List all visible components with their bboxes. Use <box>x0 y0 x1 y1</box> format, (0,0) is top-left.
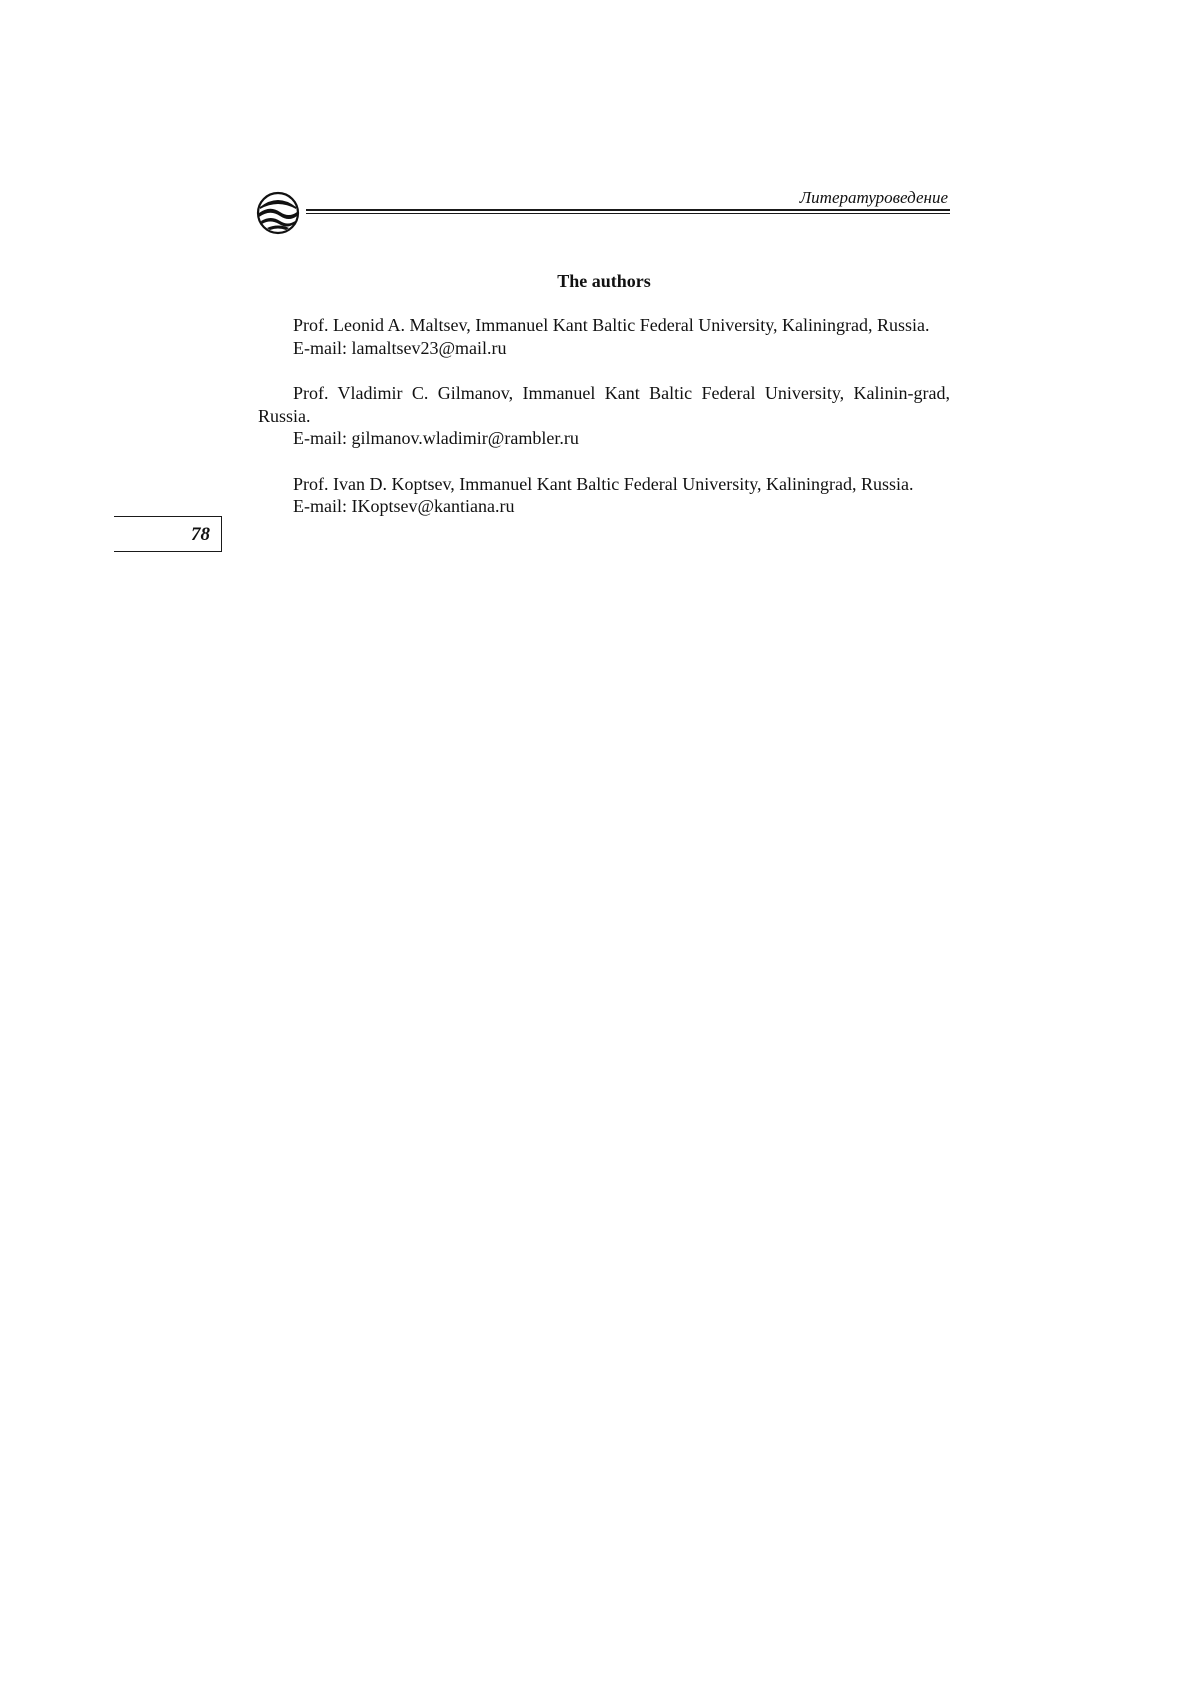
authors-section <box>258 270 950 541</box>
section-name: Литературоведение <box>799 188 948 207</box>
author-entry <box>258 473 950 518</box>
author-entry <box>258 382 950 450</box>
page-number-box <box>114 516 222 552</box>
page-number: 78 <box>191 524 210 545</box>
author-email[interactable]: E-mail: IKoptsev@kantiana.ru <box>293 496 515 516</box>
running-header <box>256 188 950 238</box>
author-email[interactable]: E-mail: lamaltsev23@mail.ru <box>293 337 507 358</box>
section-heading: The authors <box>557 271 651 291</box>
author-affiliation: Prof. Leonid A. Maltsev, Immanuel Kant Baltic Federal University, Kaliningrad, Russia. <box>293 315 930 335</box>
author-affiliation: Prof. Vladimir C. Gilmanov, Immanuel Kant Baltic Federal University, Kalinin-grad, Russia. <box>258 383 950 426</box>
author-affiliation: Prof. Ivan D. Koptsev, Immanuel Kant Baltic Federal University, Kaliningrad, Russia. <box>293 473 914 494</box>
author-entry <box>258 314 950 359</box>
author-email[interactable]: E-mail: gilmanov.wladimir@rambler.ru <box>293 428 579 448</box>
header-double-rule <box>306 209 950 215</box>
journal-logo-icon <box>256 191 300 235</box>
